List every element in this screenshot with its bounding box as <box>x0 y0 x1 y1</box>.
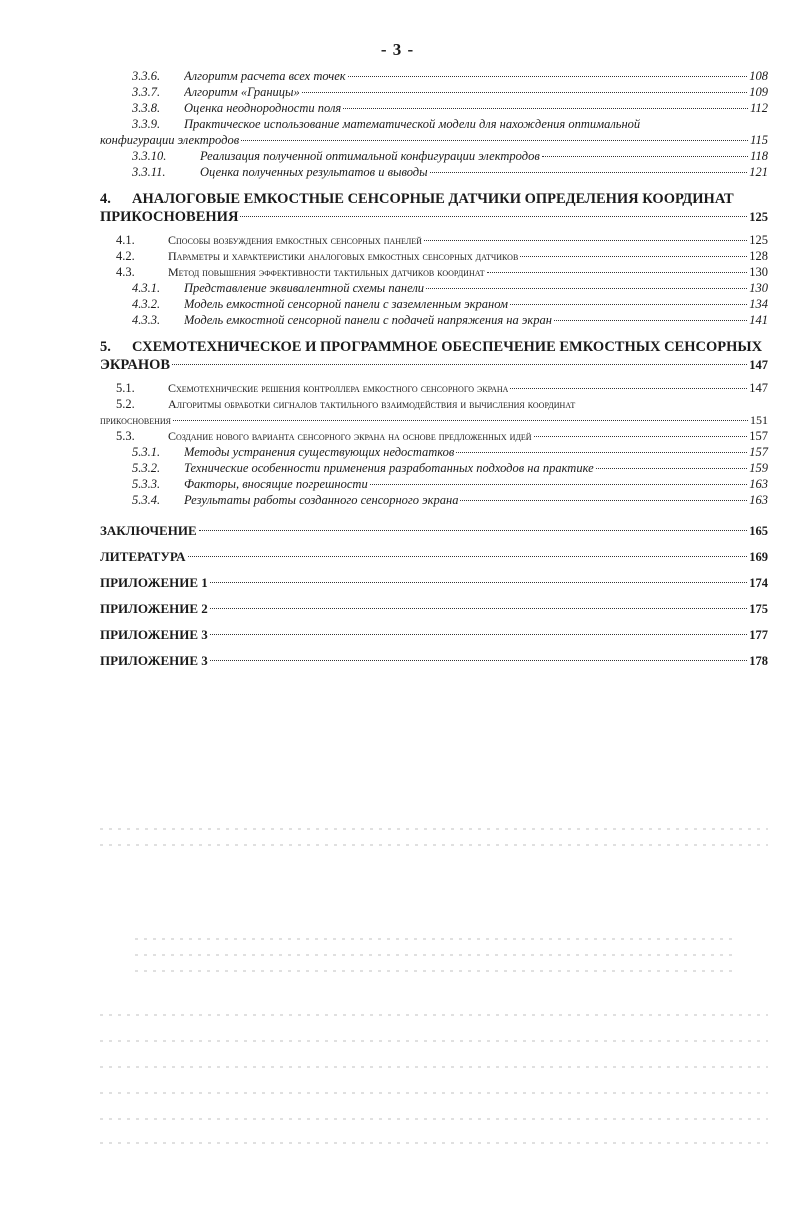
bleed-through-line <box>100 1040 768 1042</box>
toc-entry-number: 3.3.8. <box>132 101 161 115</box>
bleed-through-line <box>135 954 735 956</box>
dot-leader <box>596 468 748 469</box>
toc-entry-page: 130 <box>749 265 768 279</box>
toc-appendix-1[interactable] <box>100 570 768 596</box>
bleed-through-line <box>135 970 735 972</box>
toc-entry-4-1[interactable] <box>100 232 768 248</box>
dot-leader <box>456 452 747 453</box>
toc-entry-title: Модель емкостной сенсорной панели с заземленным экраном <box>184 297 508 311</box>
dot-leader <box>343 108 748 109</box>
chapter-number: 5. <box>100 339 111 355</box>
toc-entry-3-3-11[interactable] <box>100 164 768 180</box>
toc-entry-page: 157 <box>749 445 768 459</box>
toc-entry-3-3-9[interactable] <box>100 116 768 148</box>
page-number: - 3 - <box>380 40 415 59</box>
toc-entry-title-continued: прикосновения <box>100 413 172 427</box>
dot-leader <box>510 388 747 389</box>
toc-entry-number: 4.3.3. <box>132 313 161 327</box>
toc-entry-page: 157 <box>749 429 768 443</box>
toc-entry-page: 134 <box>749 297 768 311</box>
toc-entry-title: Практическое использование математической модели для нахождения оптимальной <box>184 117 641 131</box>
dot-leader <box>172 364 747 365</box>
bleed-through-line <box>100 1092 768 1094</box>
bleed-through-line <box>100 1014 768 1016</box>
dot-leader <box>210 634 747 635</box>
toc-entry-number: 4.3.1. <box>132 281 161 295</box>
dot-leader <box>348 76 748 77</box>
toc-major-page: 165 <box>749 524 768 538</box>
bleed-through-line <box>100 1142 768 1144</box>
toc-entry-number: 4.2. <box>116 249 135 263</box>
bleed-through-line <box>100 1066 768 1068</box>
toc-entry-number: 5.3.1. <box>132 445 161 459</box>
toc-entry-title: Схемотехнические решения контроллера емкостного сенсорного экрана <box>168 381 509 395</box>
toc-entry-page: 163 <box>749 493 768 507</box>
dot-leader <box>210 608 747 609</box>
dot-leader <box>370 484 748 485</box>
chapter-page: 147 <box>749 358 768 372</box>
dot-leader <box>520 256 747 257</box>
dot-leader <box>240 216 747 217</box>
bleed-through-line <box>100 844 768 846</box>
toc-entry-page: 109 <box>749 85 768 99</box>
dot-leader <box>241 140 748 141</box>
toc-entry-number: 4.3.2. <box>132 297 161 311</box>
toc-entry-number: 5.1. <box>116 381 135 395</box>
toc-entry-title: Алгоритмы обработки сигналов тактильного взаимодействия и вычисления координат <box>168 397 576 411</box>
toc-entry-title: Методы устранения существующих недостатков <box>184 445 455 459</box>
toc-entry-title: Факторы, вносящие погрешности <box>184 477 368 491</box>
toc-entry-number: 5.3.2. <box>132 461 161 475</box>
toc-entry-title: Параметры и характеристики аналоговых емкостных сенсорных датчиков <box>168 249 519 263</box>
toc-entry-number: 5.3.4. <box>132 493 161 507</box>
toc-entry-title-continued: конфигурации электродов <box>100 133 240 147</box>
toc-entry-number: 3.3.10. <box>132 149 167 163</box>
toc-entry-5-3-3[interactable] <box>100 476 768 492</box>
toc-entry-number: 5.3.3. <box>132 477 161 491</box>
toc-appendix-3[interactable] <box>100 622 768 648</box>
toc-entry-page: 121 <box>749 165 768 179</box>
toc-chapter-4[interactable] <box>100 190 768 226</box>
dot-leader <box>510 304 747 305</box>
dot-leader <box>430 172 748 173</box>
toc-entry-number: 3.3.11. <box>132 165 166 179</box>
dot-leader <box>424 240 747 241</box>
toc-entry-title: Алгоритм «Границы» <box>184 85 300 99</box>
toc-entry-3-3-10[interactable] <box>100 148 768 164</box>
dot-leader <box>199 530 748 531</box>
toc-entry-page: 118 <box>750 149 768 163</box>
toc-entry-title: Способы возбуждения емкостных сенсорных панелей <box>168 233 422 247</box>
toc-appendix-3-second[interactable] <box>100 648 768 674</box>
toc-major-page: 177 <box>749 628 768 642</box>
toc-entry-title: Метод повышения эффективности тактильных датчиков координат <box>168 265 485 279</box>
toc-entry-number: 5.2. <box>116 397 135 411</box>
toc-major-title: ПРИЛОЖЕНИЕ 3 <box>100 653 208 668</box>
toc-entry-number: 4.3. <box>116 265 135 279</box>
toc-entry-5-3-4[interactable] <box>100 492 768 508</box>
toc-entry-number: 3.3.7. <box>132 85 161 99</box>
toc-entry-page: 108 <box>749 69 768 83</box>
bleed-through-line <box>100 1118 768 1120</box>
toc-entry-4-3-1[interactable] <box>100 280 768 296</box>
toc-entry-title: Создание нового варианта сенсорного экрана на основе предложенных идей <box>168 429 532 443</box>
toc-entry-4-3-2[interactable] <box>100 296 768 312</box>
toc-entry-page: 159 <box>749 461 768 475</box>
toc-entry-page: 141 <box>749 313 768 327</box>
toc-entry-number: 5.3. <box>116 429 135 443</box>
toc-entry-title: Алгоритм расчета всех точек <box>184 69 346 83</box>
toc-major-title: ПРИЛОЖЕНИЕ 2 <box>100 601 208 616</box>
dot-leader <box>460 500 747 501</box>
dot-leader <box>487 272 748 273</box>
toc-entry-5-1[interactable] <box>100 380 768 396</box>
dot-leader <box>173 420 748 421</box>
toc-entry-3-3-6[interactable] <box>100 68 768 84</box>
toc-appendix-2[interactable] <box>100 596 768 622</box>
dot-leader <box>188 556 748 557</box>
toc-entry-5-2[interactable] <box>100 396 768 428</box>
chapter-page: 125 <box>749 210 768 224</box>
toc-entry-page: 128 <box>749 249 768 263</box>
toc-major-page: 175 <box>749 602 768 616</box>
toc-entry-page: 163 <box>749 477 768 491</box>
toc-entry-number: 3.3.6. <box>132 69 161 83</box>
dot-leader <box>542 156 748 157</box>
chapter-title: СХЕМОТЕХНИЧЕСКОЕ И ПРОГРАММНОЕ ОБЕСПЕЧЕНИЕ ЕМКОСТНЫХ СЕНСОРНЫХ <box>132 339 763 355</box>
dot-leader <box>210 660 747 661</box>
toc-entry-3-3-8[interactable] <box>100 100 768 116</box>
toc-entry-page: 115 <box>750 133 768 147</box>
dot-leader <box>554 320 747 321</box>
toc-major-page: 169 <box>749 550 768 564</box>
bleed-through-line <box>100 828 768 830</box>
toc-entry-title: Реализация полученной оптимальной конфигурации электродов <box>200 149 540 163</box>
dot-leader <box>426 288 747 289</box>
chapter-title: АНАЛОГОВЫЕ ЕМКОСТНЫЕ СЕНСОРНЫЕ ДАТЧИКИ ОПРЕДЕЛЕНИЯ КООРДИНАТ <box>132 191 734 207</box>
toc-major-title: ЛИТЕРАТУРА <box>100 549 186 564</box>
toc-entry-5-3-2[interactable] <box>100 460 768 476</box>
toc-entry-page: 130 <box>749 281 768 295</box>
chapter-title-continued: ЭКРАНОВ <box>100 357 171 373</box>
toc-entry-title: Оценка неоднородности поля <box>184 101 342 115</box>
toc-entry-5-3[interactable] <box>100 428 768 444</box>
toc-major-title: ПРИЛОЖЕНИЕ 3 <box>100 627 208 642</box>
toc-entry-page: 151 <box>750 413 768 427</box>
toc-entry-4-3-3[interactable] <box>100 312 768 328</box>
toc-entry-title: Технические особенности применения разработанных подходов на практике <box>184 461 594 475</box>
toc-entry-5-3-1[interactable] <box>100 444 768 460</box>
toc-major-page: 174 <box>749 576 768 590</box>
toc-literature[interactable] <box>100 544 768 570</box>
toc-entry-page: 147 <box>749 381 768 395</box>
toc-conclusion[interactable] <box>100 518 768 544</box>
toc-major-title: ЗАКЛЮЧЕНИЕ <box>100 523 197 538</box>
dot-leader <box>534 436 748 437</box>
toc-entry-title: Модель емкостной сенсорной панели с подачей напряжения на экран <box>184 313 552 327</box>
toc-entry-page: 125 <box>749 233 768 247</box>
toc-major-title: ПРИЛОЖЕНИЕ 1 <box>100 575 208 590</box>
toc-entry-number: 4.1. <box>116 233 135 247</box>
toc-major-page: 178 <box>749 654 768 668</box>
toc-entry-title: Представление эквивалентной схемы панели <box>184 281 425 295</box>
toc-entry-title: Результаты работы созданного сенсорного экрана <box>184 493 459 507</box>
toc-entry-3-3-7[interactable] <box>100 84 768 100</box>
dot-leader <box>302 92 747 93</box>
toc-entry-title: Оценка полученных результатов и выводы <box>200 165 428 179</box>
toc-entry-page: 112 <box>750 101 768 115</box>
table-of-contents <box>100 68 768 674</box>
bleed-through-line <box>135 938 735 940</box>
toc-entry-4-3[interactable] <box>100 264 768 280</box>
chapter-number: 4. <box>100 191 111 207</box>
toc-entry-4-2[interactable] <box>100 248 768 264</box>
chapter-title-continued: ПРИКОСНОВЕНИЯ <box>100 209 239 225</box>
dot-leader <box>210 582 747 583</box>
toc-chapter-5[interactable] <box>100 338 768 374</box>
toc-entry-number: 3.3.9. <box>132 117 161 131</box>
